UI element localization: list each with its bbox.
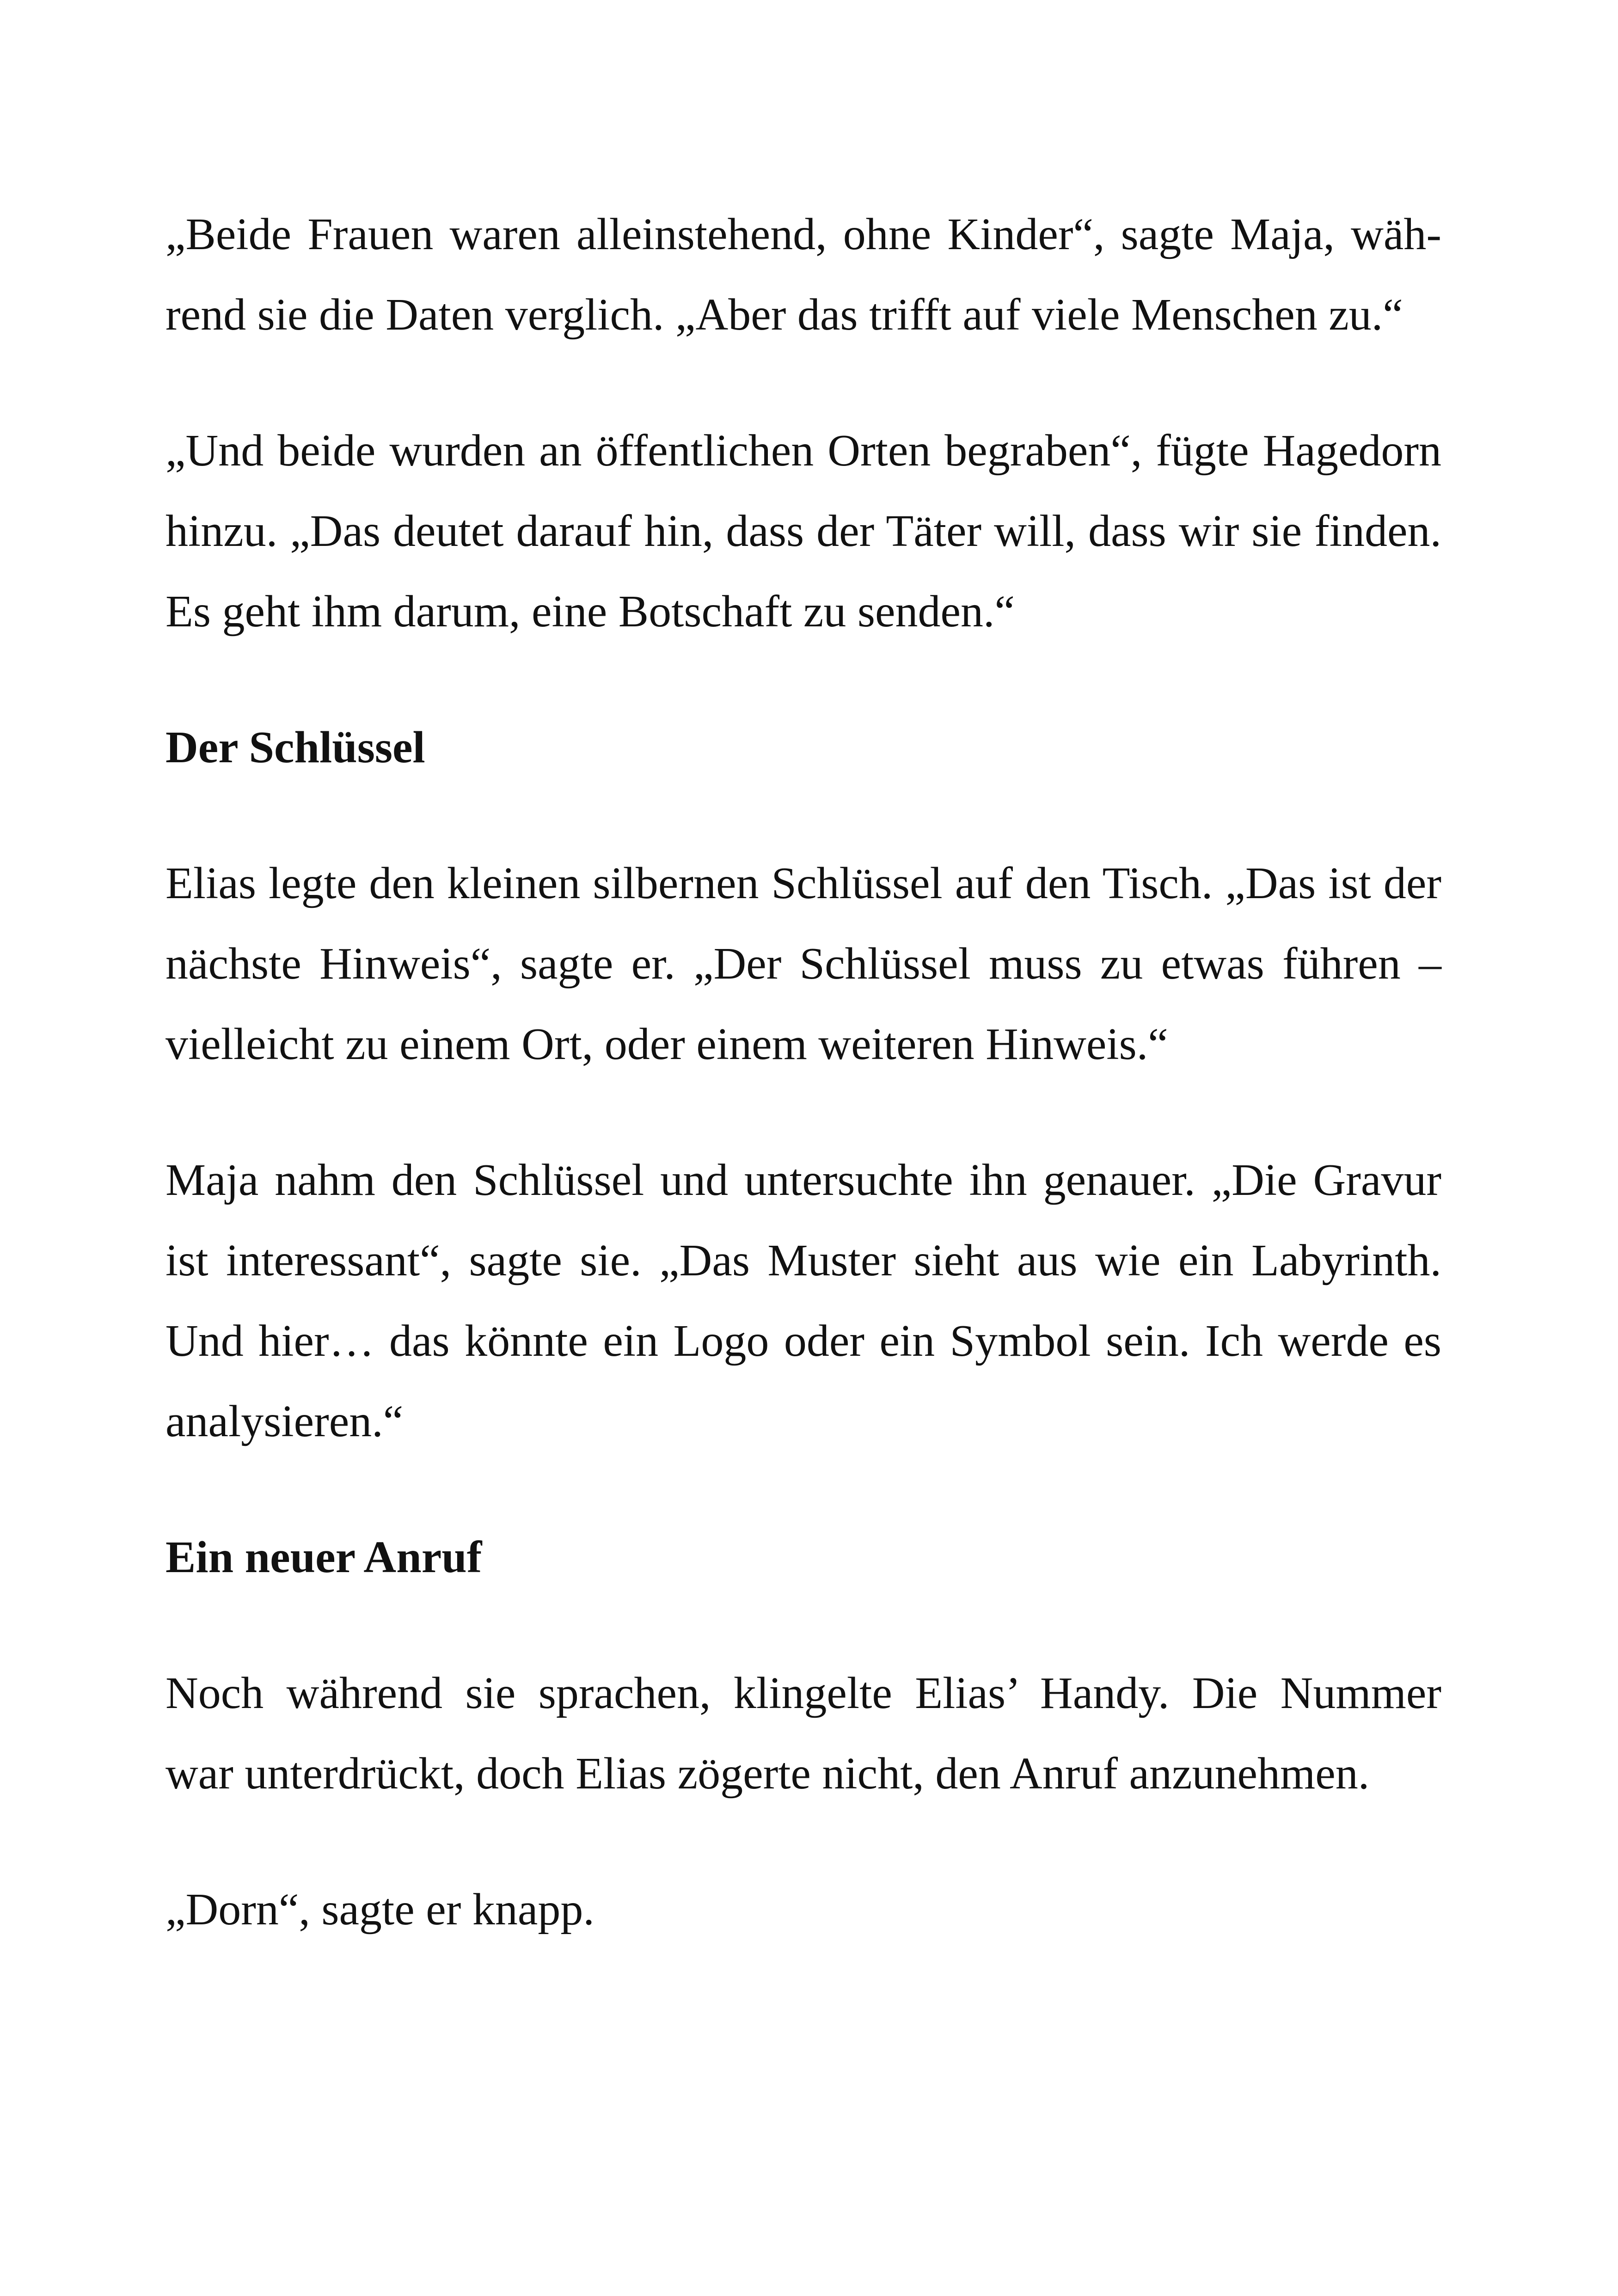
paragraph-3-line-3: vielleicht zu einem Ort, oder einem weiteren Hinweis.“ xyxy=(165,1019,1168,1069)
paragraph-2-line-3: Es geht ihm darum, eine Botschaft zu senden.“ xyxy=(165,587,1015,637)
paragraph-2 xyxy=(165,410,1441,652)
paragraph-6 xyxy=(165,1869,1441,1950)
document-body xyxy=(165,194,1441,1950)
paragraph-3-line-1: Elias legte den kleinen silbernen Schlüssel auf den Tisch. „Das ist der xyxy=(165,858,1441,908)
paragraph-4-line-4: analysieren.“ xyxy=(165,1396,404,1446)
section-heading-anruf: Ein neuer Anruf xyxy=(165,1532,482,1582)
paragraph-4-line-3: Und hier… das könnte ein Logo oder ein Symbol sein. Ich werde es xyxy=(165,1316,1441,1366)
paragraph-4-line-1: Maja nahm den Schlüssel und untersuchte ihn genauer. „Die Gravur xyxy=(165,1155,1441,1205)
section-heading-schluessel: Der Schlüssel xyxy=(165,722,425,772)
paragraph-2-line-1: „Und beide wurden an öffentlichen Orten begraben“, fügte Hagedorn xyxy=(165,426,1441,476)
paragraph-4 xyxy=(165,1140,1441,1462)
paragraph-1-line-2: rend sie die Daten verglich. „Aber das trifft auf viele Menschen zu.“ xyxy=(165,290,1403,340)
paragraph-5-line-2: war unterdrückt, doch Elias zögerte nicht, den Anruf anzunehmen. xyxy=(165,1749,1370,1799)
paragraph-3-line-2: nächste Hinweis“, sagte er. „Der Schlüssel muss zu etwas führen – xyxy=(165,939,1441,989)
paragraph-6-line-1: „Dorn“, sagte er knapp. xyxy=(165,1885,594,1935)
paragraph-5-line-1: Noch während sie sprachen, klingelte Elias’ Handy. Die Nummer xyxy=(165,1668,1441,1718)
paragraph-1 xyxy=(165,194,1441,355)
paragraph-4-line-2: ist interessant“, sagte sie. „Das Muster sieht aus wie ein Labyrinth. xyxy=(165,1236,1441,1286)
paragraph-1-line-1: „Beide Frauen waren alleinstehend, ohne Kinder“, sagte Maja, wäh- xyxy=(165,209,1441,259)
paragraph-3 xyxy=(165,843,1441,1084)
paragraph-2-line-2: hinzu. „Das deutet darauf hin, dass der Täter will, dass wir sie finden. xyxy=(165,506,1441,556)
paragraph-5 xyxy=(165,1653,1441,1814)
